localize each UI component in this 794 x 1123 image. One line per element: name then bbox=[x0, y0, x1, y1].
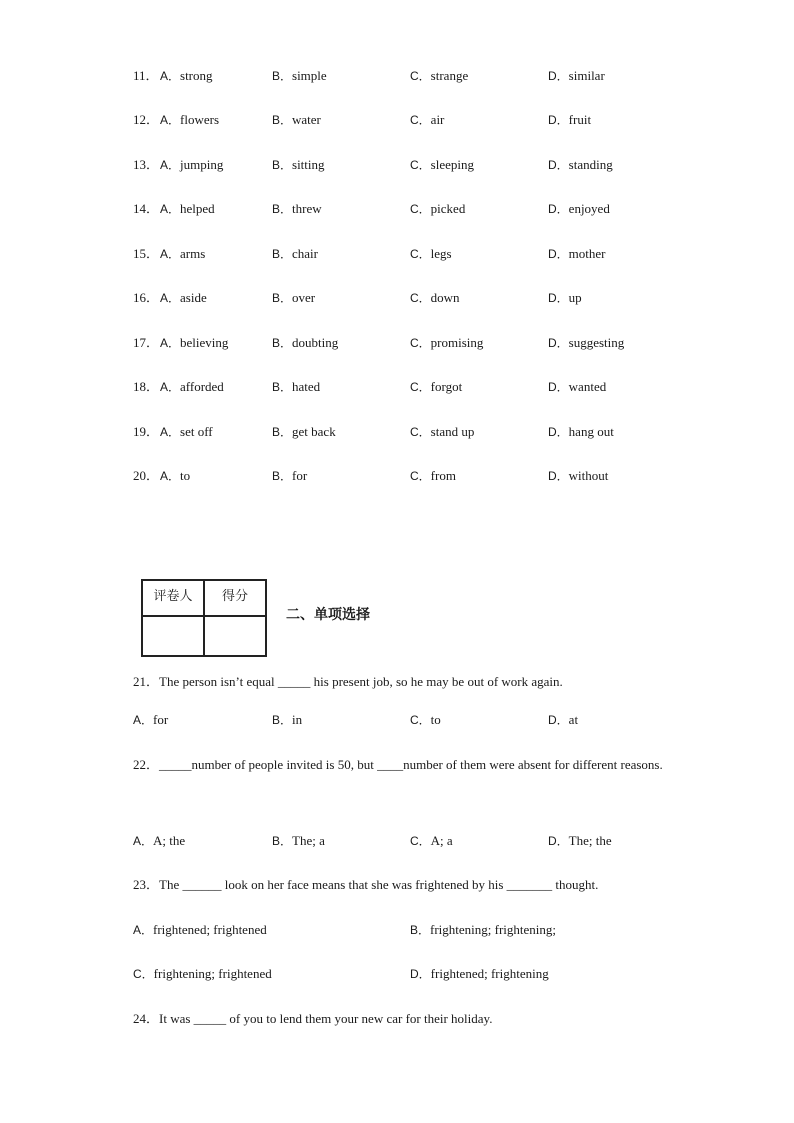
option-c: C．down bbox=[410, 290, 460, 305]
question-number: 15． bbox=[133, 246, 160, 261]
option-d: D．at bbox=[548, 712, 579, 727]
question-number: 13． bbox=[133, 157, 160, 172]
question-23-text: 23．The ______ look on her face means that she was frightened by his _______ thought. bbox=[133, 877, 599, 892]
option-a: A．set off bbox=[160, 424, 213, 439]
question-row bbox=[133, 199, 693, 219]
option-a: A．aside bbox=[160, 290, 207, 305]
option-d: D．The; the bbox=[548, 833, 612, 848]
question-number: 14． bbox=[133, 201, 160, 216]
option-b: B．The; a bbox=[272, 833, 325, 848]
option-a: A．frightened; frightened bbox=[133, 922, 267, 937]
option-a: A．believing bbox=[160, 335, 229, 350]
option-c: C．forgot bbox=[410, 379, 463, 394]
reviewer-header: 评卷人 bbox=[142, 580, 204, 616]
option-c: C．to bbox=[410, 712, 441, 727]
question-number: 20． bbox=[133, 468, 160, 483]
option-a: A．jumping bbox=[160, 157, 224, 172]
question-number: 16． bbox=[133, 290, 160, 305]
option-d: D．hang out bbox=[548, 424, 614, 439]
option-a: A．flowers bbox=[160, 112, 220, 127]
option-b: B．get back bbox=[272, 424, 336, 439]
option-d: D．similar bbox=[548, 68, 605, 83]
option-d: D．frightened; frightening bbox=[410, 966, 549, 981]
score-cell bbox=[204, 616, 266, 656]
option-c: C．legs bbox=[410, 246, 452, 261]
option-a: A．strong bbox=[160, 68, 213, 83]
option-c: C．from bbox=[410, 468, 456, 483]
option-c: C．picked bbox=[410, 201, 466, 216]
option-b: B．frightening; frightening; bbox=[410, 922, 557, 937]
option-b: B．for bbox=[272, 468, 308, 483]
option-d: D．fruit bbox=[548, 112, 592, 127]
option-b: B．water bbox=[272, 112, 321, 127]
question-row bbox=[133, 66, 693, 86]
option-c: C．A; a bbox=[410, 833, 453, 848]
question-row bbox=[133, 422, 693, 442]
question-21-options bbox=[133, 710, 693, 730]
option-c: C．stand up bbox=[410, 424, 475, 439]
option-d: D．standing bbox=[548, 157, 613, 172]
question-22-options bbox=[133, 831, 693, 851]
question-number: 12． bbox=[133, 112, 160, 127]
option-a: A．for bbox=[133, 712, 169, 727]
option-c: C．sleeping bbox=[410, 157, 474, 172]
option-b: B．over bbox=[272, 290, 316, 305]
section-title: 二、单项选择 bbox=[286, 607, 370, 623]
question-21-text: 21．The person isn’t equal _____ his present job, so he may be out of work again. bbox=[133, 674, 563, 689]
question-23-options-row2 bbox=[133, 964, 693, 984]
question-row bbox=[133, 333, 693, 353]
option-c: C．frightening; frightened bbox=[133, 966, 272, 981]
score-table bbox=[141, 579, 267, 657]
question-number: 17． bbox=[133, 335, 160, 350]
option-c: C．air bbox=[410, 112, 445, 127]
option-d: D．suggesting bbox=[548, 335, 625, 350]
question-23-options-row1 bbox=[133, 920, 693, 940]
option-b: B．sitting bbox=[272, 157, 325, 172]
option-a: A．arms bbox=[160, 246, 206, 261]
option-d: D．up bbox=[548, 290, 582, 305]
option-d: D．mother bbox=[548, 246, 606, 261]
score-header: 得分 bbox=[204, 580, 266, 616]
option-d: D．without bbox=[548, 468, 609, 483]
option-a: A．helped bbox=[160, 201, 215, 216]
question-number: 11． bbox=[133, 68, 159, 83]
option-b: B．in bbox=[272, 712, 303, 727]
option-b: B．simple bbox=[272, 68, 327, 83]
question-row bbox=[133, 466, 693, 486]
option-b: B．chair bbox=[272, 246, 318, 261]
option-b: B．doubting bbox=[272, 335, 339, 350]
option-a: A．to bbox=[160, 468, 191, 483]
option-b: B．hated bbox=[272, 379, 321, 394]
question-22-text: 22．_____number of people invited is 50, but ____number of them were absent for different reasons. bbox=[133, 757, 663, 772]
question-row bbox=[133, 288, 693, 308]
option-c: C．strange bbox=[410, 68, 469, 83]
question-number: 18． bbox=[133, 379, 160, 394]
question-number: 19． bbox=[133, 424, 160, 439]
option-a: A．A; the bbox=[133, 833, 186, 848]
question-24-text: 24．It was _____ of you to lend them your new car for their holiday. bbox=[133, 1011, 493, 1026]
option-b: B．threw bbox=[272, 201, 322, 216]
option-d: D．wanted bbox=[548, 379, 607, 394]
reviewer-cell bbox=[142, 616, 204, 656]
question-row bbox=[133, 155, 693, 175]
option-a: A．afforded bbox=[160, 379, 224, 394]
question-row bbox=[133, 244, 693, 264]
option-d: D．enjoyed bbox=[548, 201, 610, 216]
option-c: C．promising bbox=[410, 335, 484, 350]
question-row bbox=[133, 110, 693, 130]
question-row bbox=[133, 377, 693, 397]
